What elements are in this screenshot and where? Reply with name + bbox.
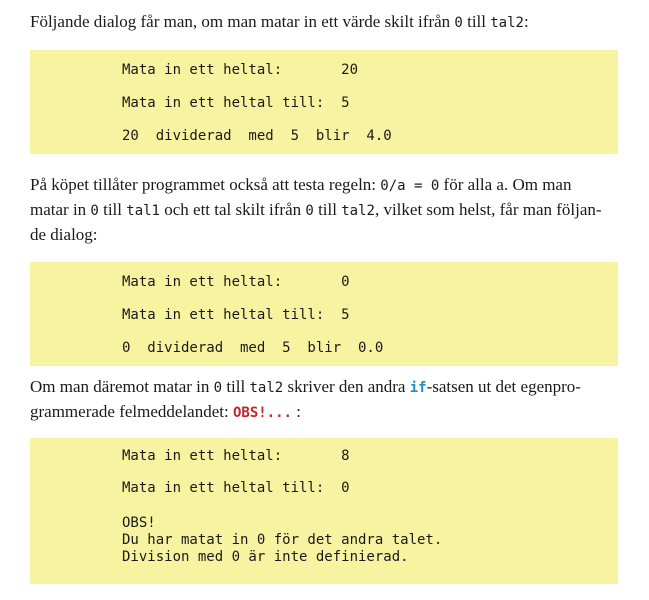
paragraph-intro bbox=[30, 10, 620, 35]
keyword-if: if bbox=[409, 380, 427, 396]
inline-code: tal2 bbox=[249, 380, 284, 396]
inline-code: 0 bbox=[454, 15, 463, 31]
text: Följande dialog får man, om man matar in ett värde skilt ifrån bbox=[30, 12, 455, 31]
console-line: Division med 0 är inte definierad. bbox=[122, 549, 409, 565]
text: till bbox=[462, 12, 491, 31]
console-dialog-3 bbox=[30, 438, 618, 584]
text: Om man däremot matar in bbox=[30, 377, 214, 396]
text: , vilket som helst, får man följan- bbox=[374, 200, 602, 219]
inline-code: 0 bbox=[213, 380, 223, 396]
text: till bbox=[98, 200, 127, 219]
inline-code: tal2 bbox=[341, 203, 375, 219]
paragraph-error bbox=[30, 375, 620, 425]
console-line: 20 dividerad med 5 blir 4.0 bbox=[122, 128, 392, 144]
console-line: 0 dividerad med 5 blir 0.0 bbox=[122, 340, 384, 356]
text: till bbox=[313, 200, 342, 219]
text: : bbox=[523, 12, 529, 31]
inline-code: 0 bbox=[305, 203, 314, 219]
console-line: Mata in ett heltal till: 5 bbox=[122, 95, 350, 111]
inline-code: tal2 bbox=[490, 15, 524, 31]
inline-code: tal1 bbox=[126, 203, 160, 219]
paragraph-rule bbox=[30, 173, 620, 246]
text: På köpet tillåter programmet också att testa regeln: bbox=[30, 175, 381, 194]
text: och ett tal skilt ifrån bbox=[159, 200, 306, 219]
text: till bbox=[222, 377, 250, 396]
console-dialog-2 bbox=[30, 262, 618, 366]
console-line: Mata in ett heltal till: 0 bbox=[122, 480, 350, 496]
text: grammerade felmeddelandet: bbox=[30, 402, 233, 421]
text: de dialog: bbox=[30, 225, 98, 244]
console-line: Mata in ett heltal: 0 bbox=[122, 274, 350, 290]
text: -satsen ut det egenpro- bbox=[426, 377, 581, 396]
console-line: Mata in ett heltal: 8 bbox=[122, 448, 350, 464]
inline-code: 0/a = 0 bbox=[380, 178, 440, 194]
text: skriver den andra bbox=[283, 377, 410, 396]
text: matar in bbox=[30, 200, 91, 219]
error-message-code: OBS!... bbox=[232, 405, 292, 421]
console-line: Du har matat in 0 för det andra talet. bbox=[122, 532, 443, 548]
console-line: Mata in ett heltal till: 5 bbox=[122, 307, 350, 323]
text: : bbox=[291, 402, 301, 421]
console-dialog-1 bbox=[30, 50, 618, 154]
inline-code: 0 bbox=[90, 203, 99, 219]
text: för alla a. Om man bbox=[439, 175, 572, 194]
console-line: Mata in ett heltal: 20 bbox=[122, 62, 359, 78]
console-line: OBS! bbox=[122, 515, 156, 531]
